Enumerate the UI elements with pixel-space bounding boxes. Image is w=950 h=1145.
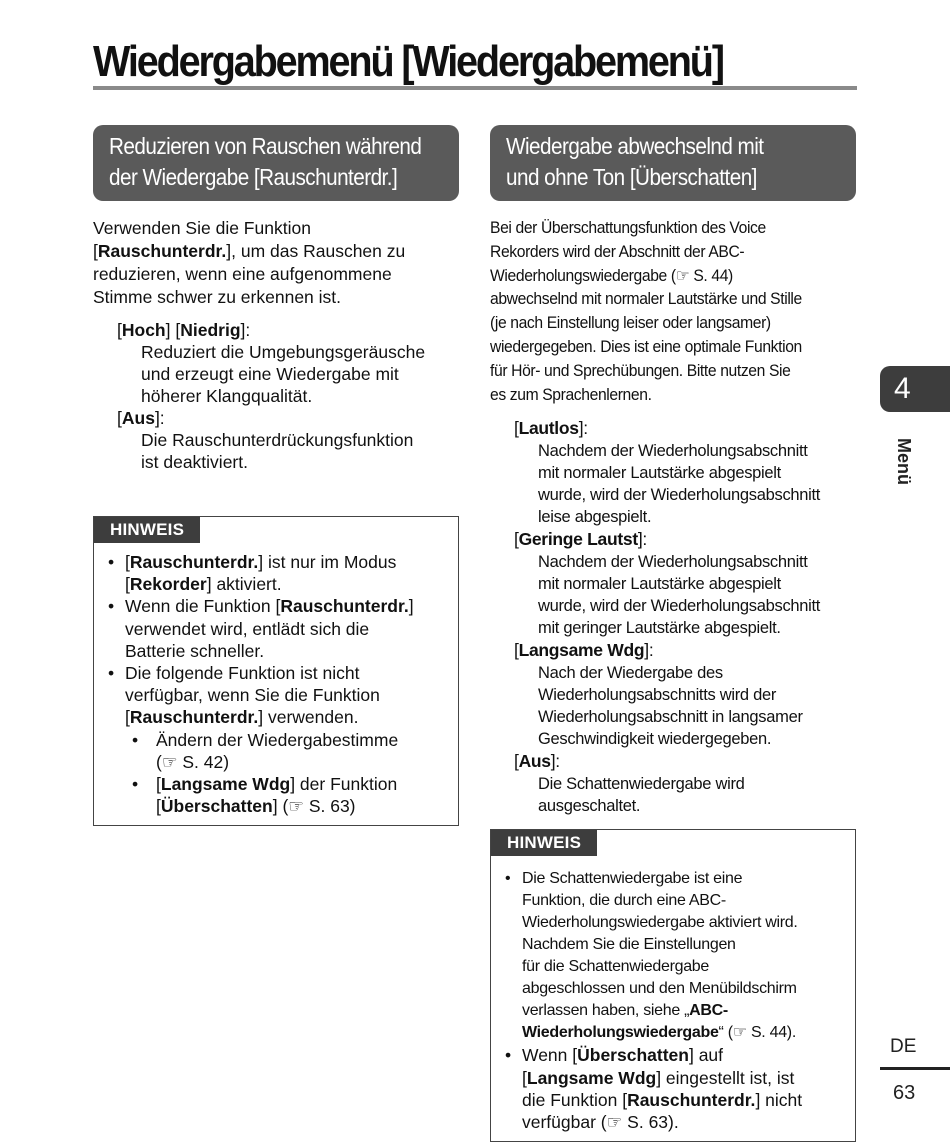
- option-geringe-lautst: [Geringe Lautst]: Nachdem der Wiederholungsabschnitt mit normaler Lautstärke abgespielt wurde, wird der Wiederholungsabschnitt mit geringer Lautstärke abgespielt.: [514, 528, 856, 639]
- term: Überschatten: [160, 796, 273, 817]
- text: Nach der Wiedergabe des: [538, 664, 723, 683]
- page-title: Wiedergabemenü [Wiedergabemenü]: [93, 37, 723, 86]
- term: Überschatten: [577, 1045, 689, 1066]
- text: ist deaktiviert.: [141, 452, 248, 472]
- page-reference: “ (☞ S. 44).: [718, 1024, 796, 1042]
- text: [: [156, 796, 161, 817]
- option-description: [538, 440, 856, 528]
- text: Nachdem der Wiederholungsabschnitt: [538, 442, 808, 461]
- text: [: [125, 574, 130, 595]
- term: Langsame Wdg: [526, 1067, 657, 1088]
- heading-line: Wiedergabe abwechselnd mit: [506, 133, 764, 159]
- text: wiedergegeben. Dies ist eine optimale Funktion: [490, 337, 802, 356]
- text: Bei der Überschattungsfunktion des Voice: [490, 219, 766, 237]
- left-column: [93, 125, 459, 826]
- text: Wiederholungsabschnitts wird der: [538, 686, 777, 705]
- term: ABC-: [689, 1002, 728, 1020]
- text: [: [125, 707, 130, 728]
- text: verwendet wird, entlädt sich die: [125, 618, 370, 639]
- option-list: [93, 319, 459, 473]
- text: ausgeschaltet.: [538, 797, 641, 816]
- text: mit normaler Lautstärke abgespielt: [538, 575, 781, 594]
- term: Rauschunterdr.: [627, 1089, 756, 1110]
- sub-list-item: [108, 773, 448, 817]
- option-list: [490, 417, 856, 817]
- text: Verwenden Sie die Funktion: [93, 218, 311, 238]
- text: Nachdem Sie die Einstellungen: [522, 936, 736, 954]
- section-heading-noise-reduction: [93, 125, 459, 201]
- text: Die folgende Funktion ist nicht: [125, 663, 360, 684]
- text: Wiederholungswiedergabe (☞ S. 44): [490, 266, 733, 285]
- page-reference: (☞ S. 42): [156, 751, 230, 772]
- chapter-label-text: Menü: [894, 438, 914, 485]
- text: wurde, wird der Wiederholungsabschnitt: [538, 597, 821, 616]
- option-description: [538, 662, 856, 750]
- text: ] auf: [688, 1045, 724, 1066]
- option-label: Hoch: [121, 320, 166, 340]
- option-label: Aus: [121, 408, 155, 428]
- list-item: [505, 1044, 845, 1133]
- note-box: [490, 829, 856, 1142]
- option-description: [538, 551, 856, 639]
- intro-paragraph: [93, 217, 459, 309]
- term: Rauschunterdr.: [129, 707, 259, 728]
- text: leise abgespielt.: [538, 508, 652, 527]
- heading-line: Reduzieren von Rauschen während: [109, 133, 422, 159]
- text: Batterie schneller.: [125, 640, 265, 661]
- text: mit normaler Lautstärke abgespielt: [538, 464, 781, 483]
- text: für Hör- und Sprechübungen. Bitte nutzen Sie: [490, 361, 791, 380]
- text: Die Schattenwiedergabe ist eine: [522, 870, 743, 888]
- list-item: [108, 551, 448, 595]
- text: Stimme schwer zu erkennen ist.: [93, 287, 342, 307]
- text: und erzeugt eine Wiedergabe mit: [141, 364, 399, 384]
- text: ], um das Rauschen zu: [226, 241, 406, 261]
- text: Rekorders wird der Abschnitt der ABC-: [490, 242, 745, 261]
- text: Funktion, die durch eine ABC-: [522, 892, 726, 910]
- text: ]: [408, 596, 414, 617]
- option-aus: [Aus]: Die Rauschunterdrückungsfunktion ist deaktiviert.: [117, 407, 459, 473]
- note-box: [93, 516, 459, 826]
- term: Rauschunterdr.: [97, 241, 227, 261]
- text: Wenn die Funktion [: [125, 596, 281, 617]
- page-number: 63: [893, 1082, 916, 1104]
- text: Wiederholungsabschnitt in langsamer: [538, 708, 803, 727]
- text: abgeschlossen und den Menübildschirm: [522, 980, 797, 998]
- text: Wiederholungswiedergabe aktiviert wird.: [522, 914, 798, 932]
- term: Rekorder: [129, 574, 207, 595]
- option-label: Langsame Wdg: [518, 640, 645, 661]
- intro-paragraph: [490, 217, 854, 407]
- text: ] aktiviert.: [206, 574, 282, 595]
- text: ] der Funktion: [290, 774, 398, 795]
- text: höherer Klangqualität.: [141, 386, 313, 406]
- text: reduzieren, wenn eine aufgenommene: [93, 264, 392, 284]
- text: [: [125, 552, 130, 572]
- text: [: [156, 774, 161, 795]
- text: verlassen haben, siehe „: [522, 1002, 690, 1020]
- text: mit geringer Lautstärke abgespielt.: [538, 619, 781, 638]
- title-rule: [93, 86, 857, 90]
- text: Wenn [: [522, 1045, 578, 1066]
- option-label: Geringe Lautst: [518, 529, 638, 550]
- sub-list-item: [108, 729, 448, 773]
- section-heading-shadowing: [490, 125, 856, 201]
- text: Die Rauschunterdrückungsfunktion: [141, 430, 414, 450]
- option-aus: [Aus]: Die Schattenwiedergabe wird ausgeschaltet.: [514, 750, 856, 817]
- text: Geschwindigkeit wiedergegeben.: [538, 730, 772, 749]
- note-tag: HINWEIS: [94, 517, 200, 543]
- list-item: [108, 595, 448, 662]
- page-reference: verfügbar (☞ S. 63).: [522, 1111, 679, 1132]
- term: Rauschunterdr.: [280, 596, 409, 617]
- text: ] eingestellt ist, ist: [656, 1067, 795, 1088]
- option-description: [141, 341, 459, 407]
- chapter-label: [890, 438, 912, 488]
- text: Ändern der Wiedergabestimme: [156, 729, 399, 750]
- option-description: [141, 429, 459, 473]
- option-langsame-wdg: [Langsame Wdg]: Nach der Wiedergabe des Wiederholungsabschnitts wird der Wiederholungsabschnitt in langsamer Geschwindigkeit wiedergegeben.: [514, 639, 856, 750]
- text: wurde, wird der Wiederholungsabschnitt: [538, 486, 821, 505]
- chapter-tab: 4: [880, 366, 950, 412]
- text: die Funktion [: [522, 1089, 628, 1110]
- note-tag: HINWEIS: [491, 830, 597, 856]
- option-label: Lautlos: [518, 418, 579, 439]
- term: Rauschunterdr.: [129, 552, 259, 572]
- text: [: [522, 1067, 527, 1088]
- text: ] nicht: [755, 1089, 803, 1110]
- option-lautlos: [Lautlos]: Nachdem der Wiederholungsabschnitt mit normaler Lautstärke abgespielt wurde, wird der Wiederholungsabschnitt leise abgespielt.: [514, 417, 856, 528]
- text: (je nach Einstellung leiser oder langsamer): [490, 314, 771, 333]
- option-label: Niedrig: [180, 320, 241, 340]
- text: verfügbar, wenn Sie die Funktion: [125, 685, 380, 706]
- term: Langsame Wdg: [160, 774, 291, 795]
- text: für die Schattenwiedergabe: [522, 958, 709, 976]
- list-item: [505, 868, 845, 1044]
- language-label: DE: [890, 1036, 917, 1057]
- text: [: [93, 241, 98, 261]
- option-description: [538, 773, 856, 817]
- right-column: [490, 125, 856, 1142]
- heading-line: der Wiedergabe [Rauschunterdr.]: [109, 164, 398, 190]
- text: Reduziert die Umgebungsgeräusche: [141, 342, 426, 362]
- text: ] ist nur im Modus: [258, 552, 397, 572]
- text: es zum Sprachenlernen.: [490, 385, 652, 404]
- text: abwechselnd mit normaler Lautstärke und Stille: [490, 290, 802, 309]
- text: Nachdem der Wiederholungsabschnitt: [538, 553, 808, 572]
- page-reference: ] (☞ S. 63): [272, 796, 356, 817]
- term: Wiederholungswiedergabe: [522, 1024, 719, 1042]
- option-label: Aus: [518, 751, 551, 772]
- text: ] verwenden.: [258, 707, 359, 728]
- option-hoch-niedrig: [Hoch] [Niedrig]: Reduziert die Umgebungsgeräusche und erzeugt eine Wiedergabe mit höherer Klangqualität.: [117, 319, 459, 407]
- footer-rule: [880, 1067, 950, 1070]
- list-item: [108, 662, 448, 729]
- text: Die Schattenwiedergabe wird: [538, 775, 745, 794]
- heading-line: und ohne Ton [Überschatten]: [506, 164, 757, 190]
